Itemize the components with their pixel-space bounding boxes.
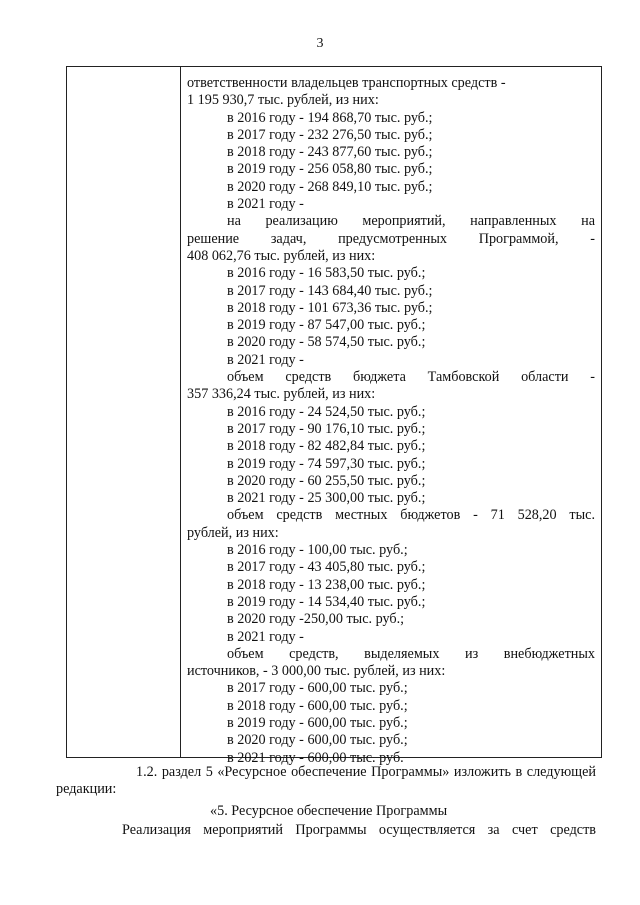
table-content-cell xyxy=(187,75,595,767)
page-number: 3 xyxy=(316,36,324,51)
table-line: объем средств местных бюджетов - 71 528,20 тыс. xyxy=(227,507,595,524)
table-line: в 2016 году - 24 524,50 тыс. руб.; xyxy=(227,403,426,420)
table-line: в 2019 году - 256 058,80 тыс. руб.; xyxy=(227,161,433,178)
table-column-divider xyxy=(180,67,181,757)
table-line: в 2019 году - 14 534,40 тыс. руб.; xyxy=(227,593,426,610)
table-line: в 2021 году - xyxy=(227,196,304,213)
table-line: в 2019 году - 87 547,00 тыс. руб.; xyxy=(227,317,426,334)
table-line: в 2017 году - 90 176,10 тыс. руб.; xyxy=(227,420,426,437)
paragraph-amendment xyxy=(56,764,596,799)
table-line: в 2016 году - 100,00 тыс. руб.; xyxy=(227,542,408,559)
funding-table xyxy=(66,66,602,766)
table-line: в 2020 году - 600,00 тыс. руб.; xyxy=(227,732,408,749)
table-line: 1 195 930,7 тыс. рублей, из них: xyxy=(187,92,379,109)
table-line: в 2018 году - 101 673,36 тыс. руб.; xyxy=(227,299,433,316)
table-line: в 2017 году - 232 276,50 тыс. руб.; xyxy=(227,126,433,143)
table-line: 408 062,76 тыс. рублей, из них: xyxy=(187,247,376,264)
table-line: в 2021 году - xyxy=(227,351,304,368)
table-line: в 2019 году - 600,00 тыс. руб.; xyxy=(227,714,408,731)
table-line: в 2019 году - 74 597,30 тыс. руб.; xyxy=(227,455,426,472)
paragraph-amendment-line-2: редакции: xyxy=(56,781,117,798)
table-line: в 2018 году - 82 482,84 тыс. руб.; xyxy=(227,438,426,455)
table-line: ответственности владельцев транспортных средств - xyxy=(187,75,506,91)
table-line: в 2021 году - xyxy=(227,628,304,645)
table-line: в 2017 году - 43 405,80 тыс. руб.; xyxy=(227,559,426,576)
table-line: в 2018 году - 600,00 тыс. руб.; xyxy=(227,697,408,714)
table-line: в 2016 году - 16 583,50 тыс. руб.; xyxy=(227,265,426,282)
table-line: в 2018 году - 13 238,00 тыс. руб.; xyxy=(227,576,426,593)
table-line: в 2021 году - 600,00 тыс. руб. xyxy=(227,749,404,766)
table-line: в 2017 году - 600,00 тыс. руб.; xyxy=(227,680,408,697)
table-line: в 2020 году - 58 574,50 тыс. руб.; xyxy=(227,334,426,351)
table-line: в 2018 году - 243 877,60 тыс. руб.; xyxy=(227,144,433,161)
table-line: объем средств, выделяемых из внебюджетных xyxy=(227,645,595,662)
table-line: в 2020 году -250,00 тыс. руб.; xyxy=(227,611,405,628)
table-line: объем средств бюджета Тамбовской области - xyxy=(227,369,595,386)
table-line: в 2020 году - 268 849,10 тыс. руб.; xyxy=(227,178,433,195)
paragraph-amendment-line-1: 1.2. раздел 5 «Ресурсное обеспечение Программы» изложить в следующей xyxy=(136,764,596,780)
table-line: в 2020 году - 60 255,50 тыс. руб.; xyxy=(227,472,426,489)
table-line: в 2021 году - 25 300,00 тыс. руб.; xyxy=(227,490,426,507)
section-heading: «5. Ресурсное обеспечение Программы xyxy=(210,803,448,819)
paragraph-implementation xyxy=(96,822,596,839)
table-line: 357 336,24 тыс. рублей, из них: xyxy=(187,386,376,403)
table-line: источников, - 3 000,00 тыс. рублей, из них: xyxy=(187,663,446,680)
paragraph-implementation-line-1: Реализация мероприятий Программы осуществляется за счет средств xyxy=(122,822,596,838)
table-line: решение задач, предусмотренных Программой, - xyxy=(187,230,595,247)
table-line: в 2016 году - 194 868,70 тыс. руб.; xyxy=(227,109,433,126)
table-line: рублей, из них: xyxy=(187,524,279,541)
table-line: в 2017 году - 143 684,40 тыс. руб.; xyxy=(227,282,433,299)
table-line: на реализацию мероприятий, направленных на xyxy=(227,213,595,230)
